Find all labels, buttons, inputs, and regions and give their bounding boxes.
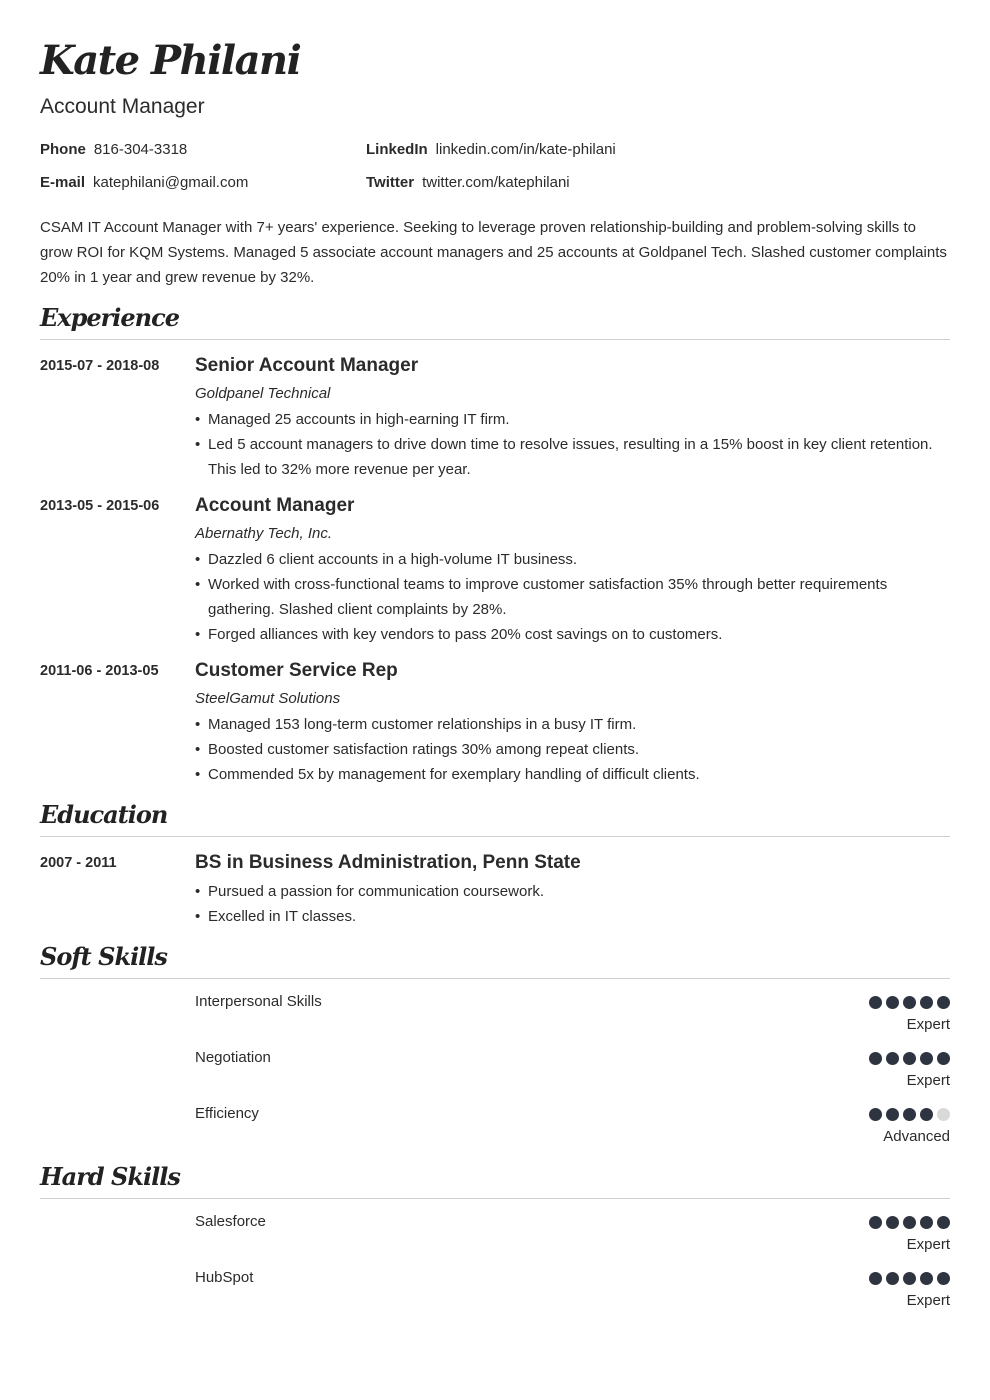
entry-company: SteelGamut Solutions bbox=[195, 690, 341, 707]
contact-label: LinkedIn bbox=[366, 141, 428, 158]
rating-dot-filled bbox=[903, 1108, 916, 1121]
candidate-name: Kate Philani bbox=[40, 37, 301, 84]
section-divider bbox=[40, 836, 950, 837]
skill-rating bbox=[869, 1272, 950, 1285]
bullet-item: • Pursued a passion for communication coursework. bbox=[195, 879, 950, 904]
skill-level: Expert bbox=[906, 1072, 950, 1089]
rating-dot-filled bbox=[869, 1216, 882, 1229]
summary-paragraph: CSAM IT Account Manager with 7+ years' experience. Seeking to leverage proven relationship-building and problem-solving skills to grow ROI for KQM Systems. Managed 5 associate account managers and 25 accounts at Goldpanel Tech. Slashed customer complaints 20% in 1 year and grew revenue by 32%. bbox=[40, 219, 947, 286]
rating-dot-filled bbox=[886, 1216, 899, 1229]
skill-name: Interpersonal Skills bbox=[195, 993, 322, 1010]
section-divider bbox=[40, 978, 950, 979]
rating-dot-filled bbox=[920, 1052, 933, 1065]
contact-linkedin bbox=[366, 140, 616, 160]
entry-dates: 2007 - 2011 bbox=[40, 855, 117, 871]
skill-row bbox=[40, 1104, 950, 1154]
entry-bullets bbox=[195, 547, 950, 647]
entry-bullets bbox=[195, 407, 950, 482]
rating-dot-filled bbox=[869, 1108, 882, 1121]
skill-name: Negotiation bbox=[195, 1049, 271, 1066]
entry-dates: 2011-06 - 2013-05 bbox=[40, 663, 159, 679]
rating-dot-filled bbox=[920, 996, 933, 1009]
entry-title: Account Manager bbox=[195, 495, 355, 516]
contact-twitter bbox=[366, 173, 570, 193]
bullet-item: • Managed 25 accounts in high-earning IT firm. bbox=[195, 407, 950, 432]
skill-name: HubSpot bbox=[195, 1269, 254, 1286]
rating-dot-filled bbox=[886, 1272, 899, 1285]
rating-dot-filled bbox=[903, 1216, 916, 1229]
entry-bullets bbox=[195, 879, 950, 929]
skill-row bbox=[40, 1212, 950, 1262]
rating-dot-filled bbox=[886, 1108, 899, 1121]
contact-value: linkedin.com/in/kate-philani bbox=[435, 141, 616, 158]
education-heading: Education bbox=[40, 800, 168, 829]
bullet-item: • Boosted customer satisfaction ratings 30% among repeat clients. bbox=[195, 737, 950, 762]
skill-rating bbox=[869, 1052, 950, 1065]
bullet-item: • Commended 5x by management for exemplary handling of difficult clients. bbox=[195, 762, 950, 787]
skill-rating bbox=[869, 1108, 950, 1121]
skill-name: Salesforce bbox=[195, 1213, 266, 1230]
rating-dot-filled bbox=[920, 1272, 933, 1285]
contact-value: katephilani@gmail.com bbox=[93, 174, 249, 191]
rating-dot-filled bbox=[937, 1052, 950, 1065]
contact-label: Twitter bbox=[366, 174, 415, 191]
rating-dot-empty bbox=[937, 1108, 950, 1121]
entry-dates: 2013-05 - 2015-06 bbox=[40, 498, 160, 514]
rating-dot-filled bbox=[903, 1272, 916, 1285]
rating-dot-filled bbox=[869, 1052, 882, 1065]
rating-dot-filled bbox=[937, 996, 950, 1009]
rating-dot-filled bbox=[886, 996, 899, 1009]
rating-dot-filled bbox=[869, 1272, 882, 1285]
section-divider bbox=[40, 339, 950, 340]
rating-dot-filled bbox=[937, 1216, 950, 1229]
entry-company: Goldpanel Technical bbox=[195, 385, 331, 402]
skill-row bbox=[40, 1048, 950, 1098]
bullet-item: • Managed 153 long-term customer relationships in a busy IT firm. bbox=[195, 712, 950, 737]
skill-rating bbox=[869, 1216, 950, 1229]
contact-email bbox=[40, 173, 248, 193]
skill-level: Advanced bbox=[883, 1128, 950, 1145]
rating-dot-filled bbox=[903, 996, 916, 1009]
rating-dot-filled bbox=[937, 1272, 950, 1285]
contact-value: 816-304-3318 bbox=[93, 141, 188, 158]
skill-level: Expert bbox=[906, 1236, 950, 1253]
rating-dot-filled bbox=[869, 996, 882, 1009]
bullet-item: • Led 5 account managers to drive down time to resolve issues, resulting in a 15% boost in key client retention. This led to 32% more revenue per year. bbox=[195, 432, 950, 482]
skill-name: Efficiency bbox=[195, 1105, 259, 1122]
entry-title: BS in Business Administration, Penn State bbox=[195, 852, 581, 873]
rating-dot-filled bbox=[886, 1052, 899, 1065]
contact-label: E-mail bbox=[40, 174, 86, 191]
rating-dot-filled bbox=[920, 1216, 933, 1229]
skill-row bbox=[40, 992, 950, 1042]
contact-phone bbox=[40, 140, 187, 160]
skill-level: Expert bbox=[906, 1016, 950, 1033]
contact-value: twitter.com/katephilani bbox=[422, 174, 570, 191]
bullet-item: • Forged alliances with key vendors to pass 20% cost savings on to customers. bbox=[195, 622, 950, 647]
rating-dot-filled bbox=[920, 1108, 933, 1121]
entry-company: Abernathy Tech, Inc. bbox=[195, 525, 333, 542]
rating-dot-filled bbox=[903, 1052, 916, 1065]
candidate-title: Account Manager bbox=[40, 95, 205, 118]
entry-title: Customer Service Rep bbox=[195, 660, 398, 681]
entry-dates: 2015-07 - 2018-08 bbox=[40, 358, 160, 374]
hard-skills-heading: Hard Skills bbox=[40, 1162, 180, 1191]
experience-heading: Experience bbox=[40, 303, 180, 332]
entry-title: Senior Account Manager bbox=[195, 355, 419, 376]
bullet-item: • Dazzled 6 client accounts in a high-volume IT business. bbox=[195, 547, 950, 572]
bullet-item: • Worked with cross-functional teams to improve customer satisfaction 35% through better requirements gathering. Slashed client complaints by 28%. bbox=[195, 572, 950, 622]
section-divider bbox=[40, 1198, 950, 1199]
skill-row bbox=[40, 1268, 950, 1318]
contact-label: Phone bbox=[40, 141, 86, 158]
bullet-item: • Excelled in IT classes. bbox=[195, 904, 950, 929]
soft-skills-heading: Soft Skills bbox=[40, 942, 167, 971]
skill-level: Expert bbox=[906, 1292, 950, 1309]
entry-bullets bbox=[195, 712, 950, 787]
skill-rating bbox=[869, 996, 950, 1009]
